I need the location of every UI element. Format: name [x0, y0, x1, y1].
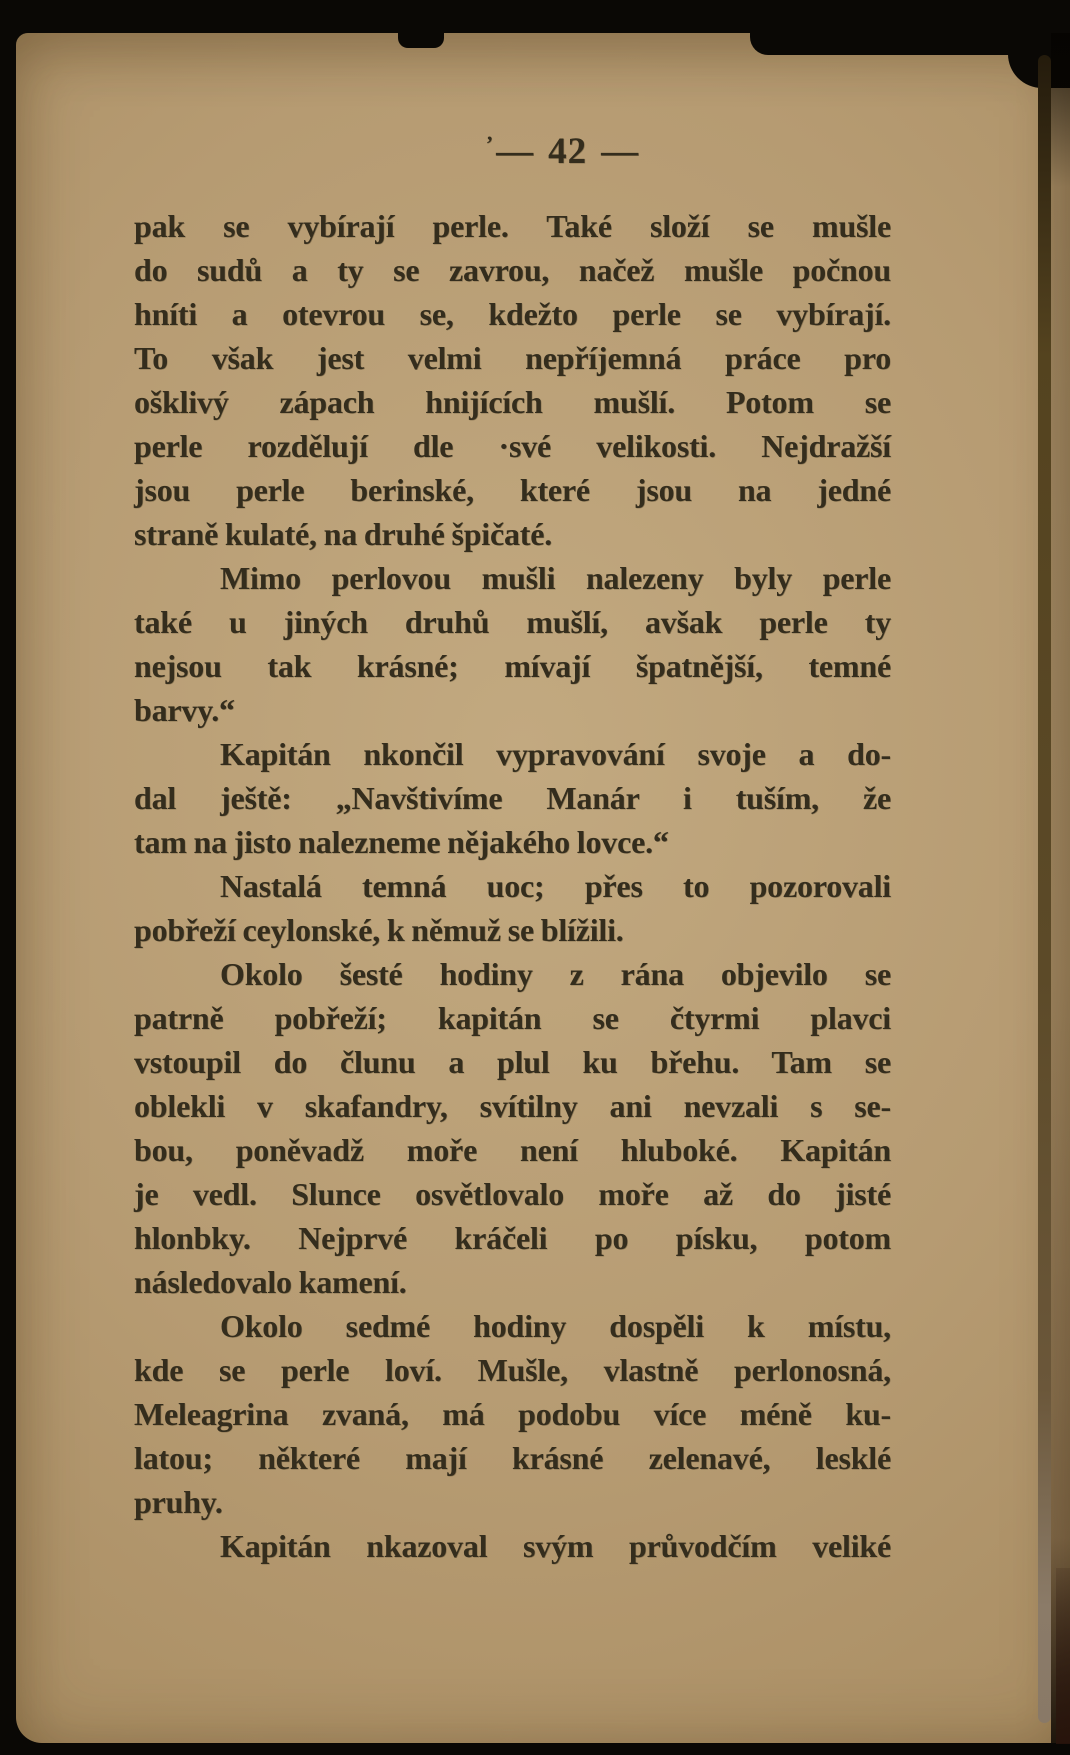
- scan-border-notch: [398, 33, 444, 48]
- text-line: straně kulaté, na druhé špičaté.: [134, 516, 553, 552]
- page-edge-line: [1038, 55, 1051, 1723]
- page-number: [185, 130, 942, 178]
- text-line: latou; některé mají krásné zelenavé, lesklé: [134, 1440, 891, 1476]
- text-line: oblekli v skafandry, svítilny ani nevzali s se-: [134, 1088, 891, 1124]
- text-line: nejsou tak krásné; mívají špatnější, temné: [134, 648, 891, 684]
- text-line: pobřeží ceylonské, k němuž se blížili.: [134, 912, 624, 948]
- text-line: tam na jisto nalezneme nějakého lovce.“: [134, 824, 669, 860]
- text-line: dal ještě: „Navštivíme Manár i tuším, že: [134, 780, 891, 816]
- text-line: jsou perle berinské, které jsou na jedné: [134, 472, 891, 508]
- text-line: Okolo šesté hodiny z rána objevilo se: [220, 956, 891, 992]
- text-line: perle rozdělují dle ·své velikosti. Nejdražší: [134, 428, 891, 464]
- text-line: je vedl. Slunce osvětlovalo moře až do jisté: [134, 1176, 891, 1212]
- text-line: hlonbky. Nejprvé kráčeli po písku, potom: [134, 1220, 891, 1256]
- text-line: pak se vybírají perle. Také složí se mušle: [134, 208, 891, 244]
- text-line: Kapitán nkazoval svým průvodčím veliké: [220, 1528, 891, 1564]
- text-line: vstoupil do člunu a plul ku břehu. Tam se: [134, 1044, 891, 1080]
- text-line: následovalo kamení.: [134, 1264, 407, 1300]
- text-line: Okolo sedmé hodiny dospěli k místu,: [220, 1308, 891, 1344]
- stray-ink-mark: ’: [485, 131, 495, 156]
- header-left-dash: —: [496, 131, 535, 172]
- text-line: Nastalá temná uoc; přes to pozorovali: [220, 868, 891, 904]
- text-line: barvy.“: [134, 692, 235, 728]
- text-line: do sudů a ty se zavrou, načež mušle počnou: [134, 252, 891, 288]
- page-edge-shading: [1051, 33, 1070, 1743]
- text-line: patrně pobřeží; kapitán se čtyrmi plavci: [134, 1000, 891, 1036]
- body-text: [134, 204, 891, 1568]
- text-line: ošklivý zápach hnijících mušlí. Potom se: [134, 384, 891, 420]
- text-line: Mimo perlovou mušli nalezeny byly perle: [220, 560, 891, 596]
- header-right-dash: —: [601, 131, 640, 172]
- text-line: To však jest velmi nepříjemná práce pro: [134, 340, 891, 376]
- text-line: pruhy.: [134, 1484, 223, 1520]
- page-number-value: 42: [548, 131, 588, 172]
- text-line: hníti a otevrou se, kdežto perle se vybírají.: [134, 296, 891, 332]
- text-line: Kapitán nkončil vypravování svoje a do-: [220, 736, 891, 772]
- text-line: bou, poněvadž moře není hluboké. Kapitán: [134, 1132, 891, 1168]
- text-line: Meleagrina zvaná, má podobu více méně ku-: [134, 1396, 891, 1432]
- text-line: také u jiných druhů mušlí, avšak perle ty: [134, 604, 891, 640]
- text-line: kde se perle loví. Mušle, vlastně perlonosná,: [134, 1352, 891, 1388]
- scan-border-bottom: [0, 1743, 1070, 1755]
- scan-border-bottom-right: [1056, 1568, 1070, 1744]
